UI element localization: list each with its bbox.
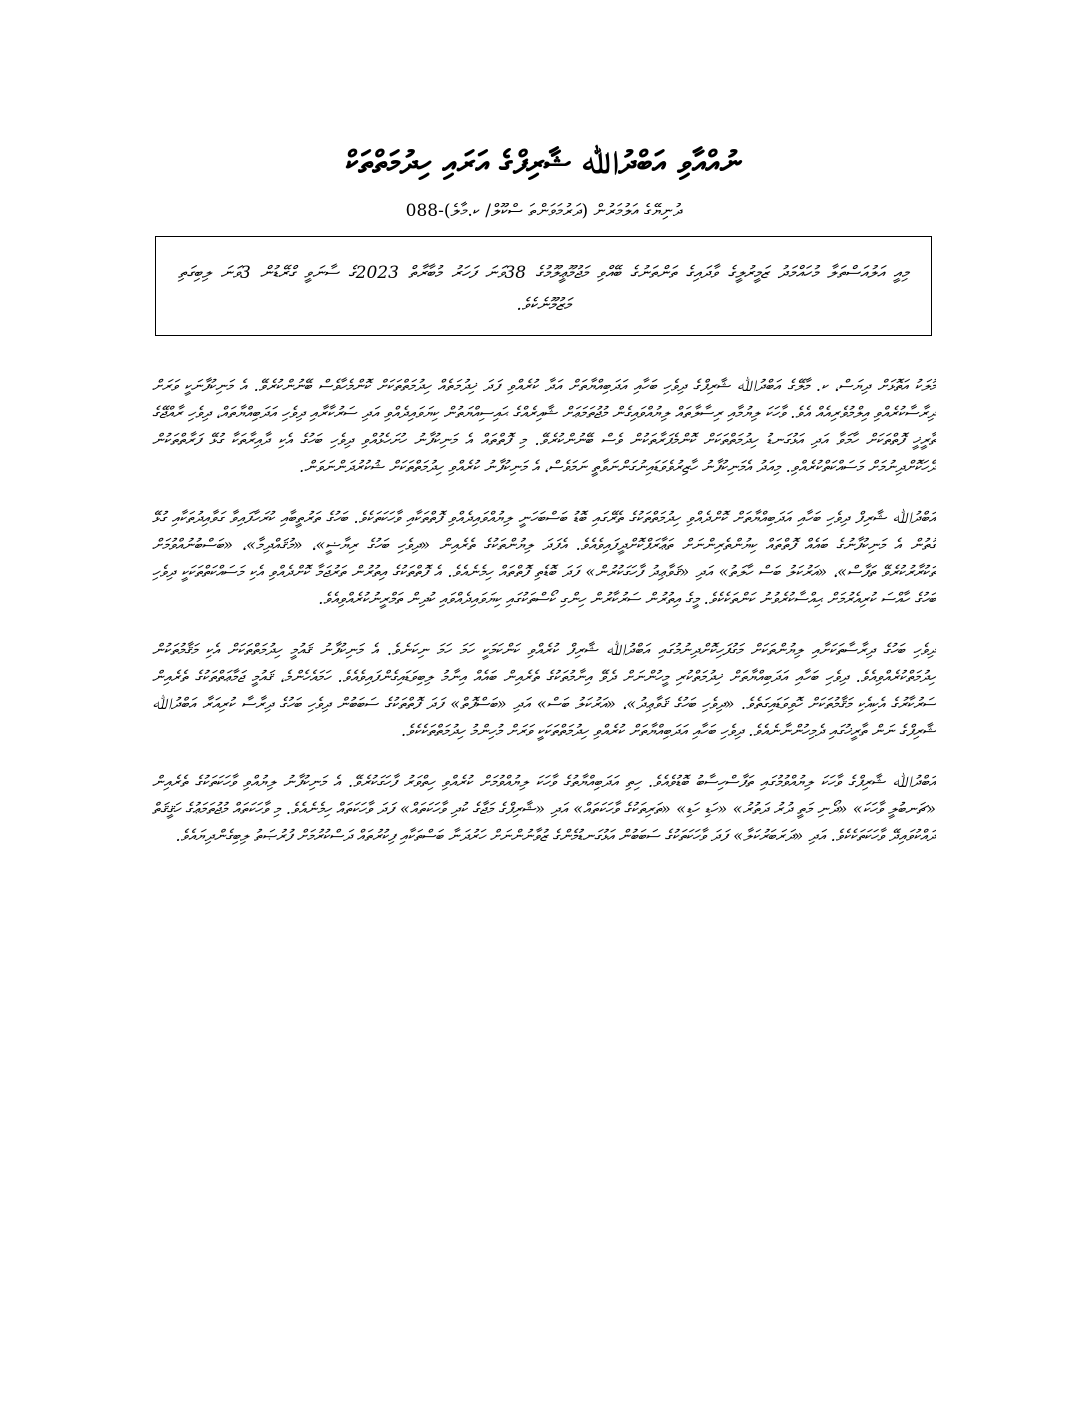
summary-box (155, 236, 932, 336)
paragraph-1: މުލަކު އަތޮޅަށް ދިޔަސް، ކ. މާލޭގެ އަބްދުﷲ ޝާރިފްގެ ދިވެހި ބަހާއި އަދަބިއްޔާތަށް އަދާ ކުރެއްވި ފަދަ ޚިދުމަތެއް ހިދުމަތްތަކަށް ކޮންމެހާވެސް ބޭނުންކުރެވޭ. އެ މަނިކުފާނަކީ ވަރަށް ދިރާސާކުރެއްވި އިލްމުވެރިއެއް އެވެ. ވާހަކަ ލިޔުމާއި ރިސާލާތައް ލިޔުއްވައިގެން މުޖުތަމަޢަށް ޝާއިރެއްގެ ޙައިސިއްޔަތުން ކިޔަވައިދެއްވި އަދި ސަރުކާރާއި ދިވެހި އަދަބިއްޔާތައް، ދިވެހި ރާއްޖޭގެ ތާރީޚީ ފޮތްތަކަށް ހާމަވާ އަދި އަޅުގަނޑު ހިދުމަތްތަކަށް ކޮންމެފަރާތަކުން ވެސް ބޭނުންކުރެވޭ. މި ފޮތްތައް އެ މަނިކުފާނު ހުށަހެޅުއްވި ދިވެހި ބަހުގެ އެކި ދާއިރާތަކާ ގުޅޭ ފަރާތްތަކުން ދޭހަކޮށްދިނުމަށް މަސައްކަތްކުރެއްވި. މިއަދު އެމަނިކުފާނު ހާޒިރުވެވަޑައިނުގަންނަވާތީ ނަމަވެސް، އެ މަނިކުފާނު ކުރެއްވި ހިދުމަތްތަކަށް ޝުކުރުދަންނަވަން. (152, 376, 936, 476)
author-byline: ދުނިޔޭގެ އަލުމަރުން (ދަރުމަވަންތަ ސްކޫލް/ ކ.މާލެ)-088 (405, 201, 683, 221)
document-title: ނުއްއާވި އަބްދުﷲ ޝާރިފްގެ އަރައި ހިދުމަތްތަކް (345, 145, 743, 181)
essay-body (152, 372, 936, 1372)
paragraph-2: އަބްދުﷲ ޝާރިފް ދިވެހި ބަހާއި އަދަބިއްޔާތަށް ކޮށްދެއްވި ހިދުމަތްތަކުގެ ތެރޭގައި ބޮޑު ބަސްބަހަނީ ލިޔުއްވައިދެއްވި ފޮތްތަކާއި ވާހަކަތަކެވެ. ބަހުގެ ތަރުތީބާއި ކުރަހާފައިވާ ގަވާއިދުތަކާއި ގުޅޭ ގޮތުން އެ މަނިކުފާނުގެ ބައެއް ފޮތްތައް ކިޔުންތެރިންނަށް ތަޢާރަފްކޮށްދީފައިވެއެވެ. އެފަދަ ލިޔުންތަކުގެ ތެރެއިން «ދިވެހި ބަހުގެ ރިޔާޟީ»، «މުޤައްދިމާ»، «ބަސްބުނުއްވުމަށް ތަކުރާރުކުރެވޭ ތަފާސް»، «އަރުކަލު ބަސް ހާލަތު» އަދި «ޤަވާޢިދު ފާހަގަކުރުން» ފަދަ ބޮޑެތި ފޮތްތައް ހިމެނެއެވެ. އެ ފޮތްތަކުގެ އިތުރުން ތަރުޖަމާ ކޮށްދެއްވި އެކި މަސައްކަތްތަކަކީ ދިވެހި ބަހުގެ ހާއްސަ ކުރިއެރުމަށް ޙިއްސާކުރެވުނު ކަންތަކެކެވެ. މީގެ އިތުރުން ސަރުކާރުން ހިންގި ކޯސްތަކުގައި ކިޔަވައިދެއްވައި ކުދިން ތަމްރީނުކުރެއްވިއެވެ. (152, 508, 936, 608)
paragraph-4: އަބްދުﷲ ޝާރިފްގެ ވާހަކަ ލިޔުއްވުމުގައި ތަފާސްހިސާބު ބޮޑުވެއެވެ. ހިތި އަދަބިއްޔާތުގެ ވާހަކަ ލިޔުއްވުމަށް ކުރެއްވި ހިތްވަރު ފާހަގަކުރެވޭ. އެ މަނިކުފާނު ލިޔުއްވި ވާހަކަތަކުގެ ތެރެއިން «ޗަނބުލީ ވާހަކަ» «ދޯނި މަތީ ދުރު ދަތުރު» «ހަޑި ހަޑި» «ތަރިތަކުގެ ވާހަކަތައް» އަދި «ޝާރިފްގެ މަޖާގެ ކުދި ވާހަކަތައް» ފަދަ ވާހަކަތައް ހިމެނެއެވެ. މި ވާހަކަތައް މުޖުތަމަޢުގެ ހަޤީޤަތް ދައްކުވައިދޭ ވާހަކަތަކެކެވެ. އަދި «ދަރަބަރުކަލާ» ފަދަ ވާހަކަތަކުގެ ސަބަބުން އަޅުގަނޑުމެންގެ ޒުވާނުންނަށް ހަރުދަނާ ބަސްތަކާއި ފިކުރުތައް ދަސްކުރުމަށް ފުރުޞަތު ލިބިގެންދިޔައެވެ. (152, 772, 936, 845)
summary-text: މިއީ އަލުއަސްތަލާ މުހައްމަދު ޒަމީރުލީގެ ވާދައިގެ ތަންތަނުގެ ބޭއްވި މަޖުމޫޢީލޫމުގެ 38ވަނަ ފަހަރު މުބާރާތް 2023ގެ ސާނަވީ ގްރޭޑުން 3ވަނަ ލިބިގަތި މަޒުމޫނެކެވެ. (178, 263, 909, 315)
paragraph-3: ދިވެހި ބަހުގެ ދިރާސާތަކަށާއި ލިޔުންތަކަށް މަގުފަހިކޮށްދިނުމުގައި އަބްދުﷲ ޝާރިފް ކުރެއްވި ކަންކަމަކީ ހަމަ ހަމަ ނިކަނެވެ. އެ މަނިކުފާނު ޤައުމީ ހިދުމަތްތަކަށް އެކި މަޤާމުތަކުން ހިދުމަތްކުރެއްވިއެވެ. ދިވެހި ބަހާއި އަދަބިއްޔާތަށް ޚިދުމަތްކުރި މީހުންނަށް ދެވޭ އިނާމުތަކުގެ ތެރެއިން ބައެއް އިނާމު ލިބިވަޑައިގެންފައިވެއެވެ. ހަމައެހެންމެ، ޤައުމީ ޖަމާޢަތްތަކުގެ ތެރެއިން ސަރުކާރުގެ އެކިއެކި މަޤާމުތަކަށް ހޮވިވަޑައިގަތެވެ. «ދިވެހި ބަހުގެ ޤަވާޢިދު»، «އަރުކަލު ބަސް» އަދި «ބަސްފޮތް» ފަދަ ފޮތްތަކުގެ ސަބަބުން ދިވެހި ބަހުގެ ދިރާސާ ކުރިއަރާ އަބްދުﷲ ޝާރިފްގެ ނަން ތާރީޚުގައި ދެމިހުންނާނެއެވެ. ދިވެހި ބަހާއި އަދަބިއްޔާތަށް ކުރެއްވި ހިދުމަތްތަކަކީ ވަރަށް މުހިންމު ހިދުމަތްތަކެކެވެ. (152, 640, 936, 740)
